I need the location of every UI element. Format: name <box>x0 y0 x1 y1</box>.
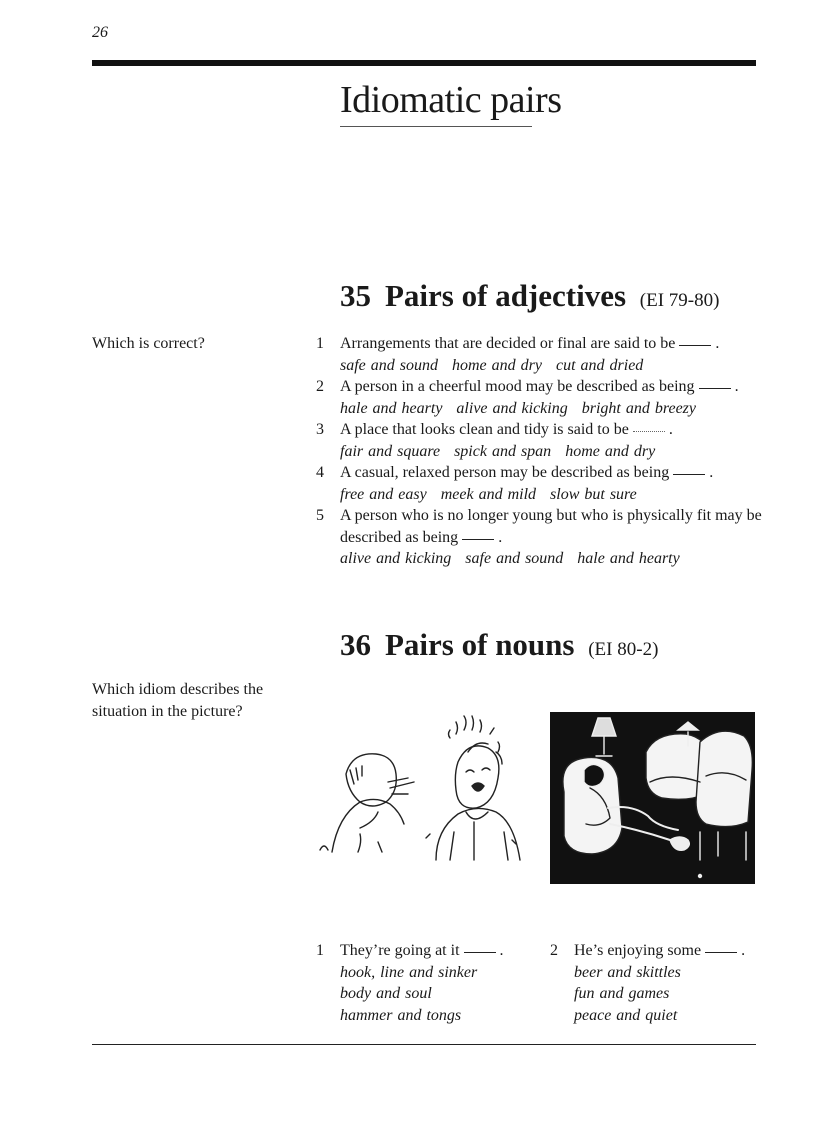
relaxing-man-illustration <box>550 712 755 884</box>
option-list <box>340 548 766 570</box>
question-text: He’s enjoying some <box>574 942 702 959</box>
question-end: . <box>715 335 720 352</box>
answer-blank <box>673 474 705 475</box>
option: body and soul <box>340 985 432 1002</box>
page-number: 26 <box>92 24 108 41</box>
section-reference: (EI 80-2) <box>588 639 659 660</box>
question-text: They’re going at it <box>340 942 460 959</box>
question-number: 4 <box>316 464 324 481</box>
option: safe and sound <box>465 550 564 567</box>
option-list <box>340 484 766 506</box>
option: spick and span <box>454 442 552 460</box>
option: alive and kicking <box>340 550 452 567</box>
section-36-heading <box>340 627 658 663</box>
option: hammer and tongs <box>340 1006 462 1024</box>
question-text: A place that looks clean and tidy is said to be <box>340 421 629 438</box>
answer-blank <box>699 388 731 389</box>
option: slow but sure <box>550 485 637 503</box>
question-end: . <box>741 942 746 959</box>
option: peace and quiet <box>574 1006 678 1024</box>
section-36-question-1 <box>316 940 536 1026</box>
option: meek and mild <box>440 485 537 503</box>
answer-blank <box>633 431 665 432</box>
question-number: 2 <box>316 378 324 395</box>
option-list <box>340 398 766 420</box>
question-end: . <box>498 528 503 546</box>
option: fair and square <box>340 442 441 460</box>
title-underline <box>340 126 532 127</box>
question-number: 3 <box>316 421 324 438</box>
option: bright and breezy <box>581 399 696 417</box>
option: alive and kicking <box>456 399 568 417</box>
option: beer and skittles <box>574 963 681 981</box>
option: home and dry <box>452 356 542 374</box>
question-item <box>316 419 766 462</box>
answer-blank <box>679 345 711 346</box>
option: safe and sound <box>340 356 438 374</box>
page-title: Idiomatic pairs <box>340 79 562 121</box>
section-35-question-list <box>316 333 766 570</box>
section-title: Pairs of adjectives <box>385 278 627 313</box>
section-35-instruction: Which is correct? <box>92 335 205 352</box>
question-item <box>316 505 766 570</box>
question-item <box>550 940 770 1026</box>
option-list <box>340 441 766 463</box>
question-number: 1 <box>316 942 324 959</box>
question-text: A casual, relaxed person may be described as being <box>340 464 670 481</box>
option: hale and hearty <box>577 550 680 567</box>
section-number: 35 <box>340 278 371 313</box>
section-number: 36 <box>340 627 371 662</box>
question-item <box>316 940 536 1026</box>
option: hale and hearty <box>340 399 443 417</box>
question-number: 2 <box>550 942 558 959</box>
question-item <box>316 462 766 505</box>
question-number: 5 <box>316 507 324 524</box>
question-text: Arrangements that are decided or final are said to be <box>340 335 676 352</box>
question-end: . <box>734 378 739 395</box>
section-36-question-2 <box>550 940 770 1026</box>
section-35-heading <box>340 278 719 314</box>
section-title: Pairs of nouns <box>385 627 575 662</box>
section-reference: (EI 79-80) <box>639 290 720 311</box>
question-item <box>316 333 766 376</box>
option: home and dry <box>565 442 656 460</box>
answer-blank <box>705 952 737 953</box>
question-number: 1 <box>316 335 324 352</box>
question-item <box>316 376 766 419</box>
question-text: A person who is no longer young but who is physically fit may be described as being <box>340 507 762 546</box>
answer-blank <box>462 539 494 540</box>
option: hook, line and sinker <box>340 963 478 981</box>
question-end: . <box>499 942 504 959</box>
section-36-instruction: Which idiom describes the situation in the picture? <box>92 681 264 720</box>
top-rule <box>92 60 756 66</box>
option-list <box>340 355 766 377</box>
option: free and easy <box>340 485 427 503</box>
option: cut and dried <box>555 356 644 374</box>
arguing-couple-illustration <box>318 712 530 862</box>
bottom-rule <box>92 1044 756 1045</box>
option: fun and games <box>574 985 670 1002</box>
question-end: . <box>709 464 714 481</box>
question-text: A person in a cheerful mood may be described as being <box>340 378 695 395</box>
answer-blank <box>464 952 496 953</box>
question-end: . <box>668 421 673 438</box>
